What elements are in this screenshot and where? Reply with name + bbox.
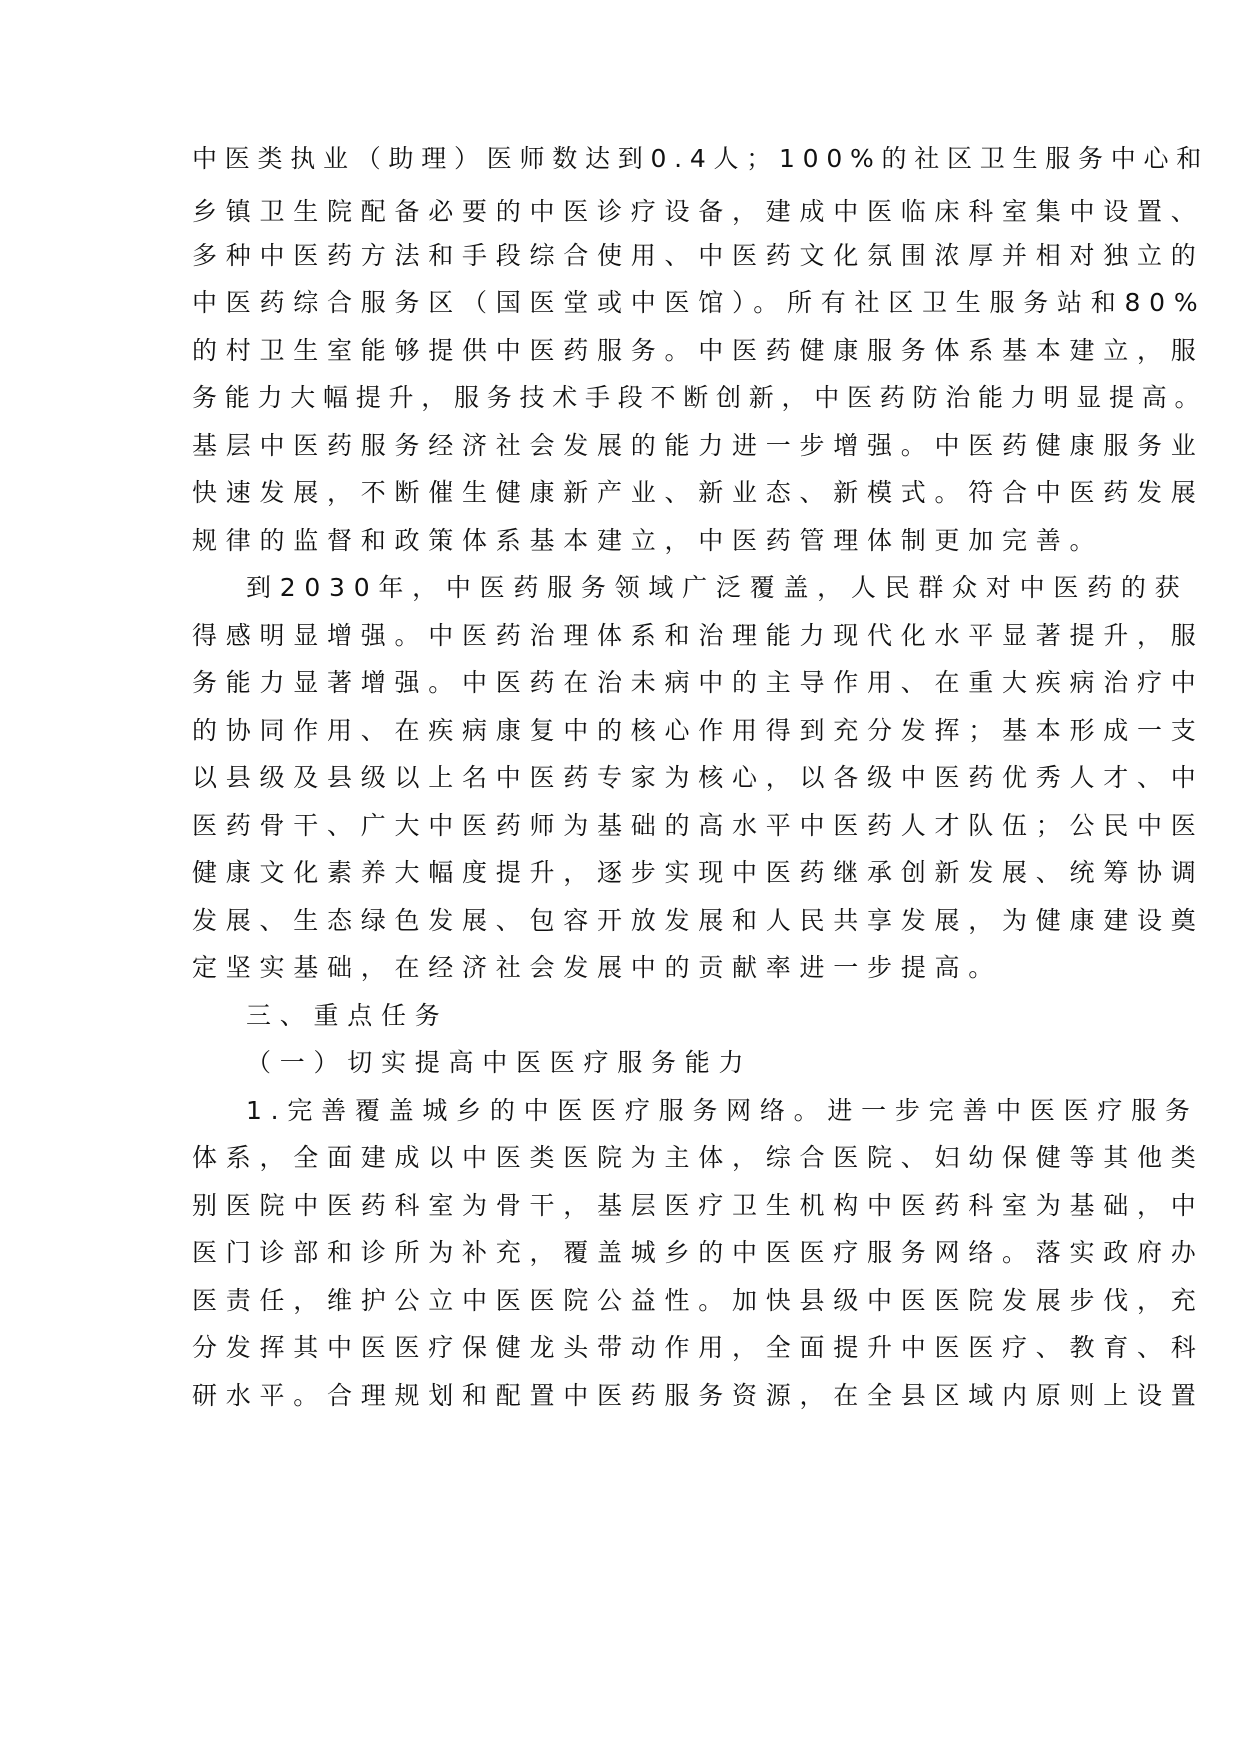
- body-line: 务能力显著增强。中医药在治未病中的主导作用、在重大疾病治疗中: [192, 668, 1205, 697]
- body-line: 规律的监督和政策体系基本建立，中医药管理体制更加完善。: [192, 526, 1104, 555]
- body-line: 体系，全面建成以中医类医院为主体，综合医院、妇幼保健等其他类: [192, 1143, 1205, 1172]
- body-line: 务能力大幅提升，服务技术手段不断创新，中医药防治能力明显提高。: [192, 383, 1208, 412]
- body-line: 快速发展，不断催生健康新产业、新业态、新模式。符合中医药发展: [192, 478, 1205, 507]
- body-line: 医门诊部和诊所为补充，覆盖城乡的中医医疗服务网络。落实政府办: [192, 1238, 1205, 1267]
- body-line: 分发挥其中医医疗保健龙头带动作用，全面提升中医医疗、教育、科: [192, 1333, 1205, 1362]
- body-line: 乡镇卫生院配备必要的中医诊疗设备，建成中医临床科室集中设置、: [192, 197, 1205, 226]
- body-line: 的协同作用、在疾病康复中的核心作用得到充分发挥；基本形成一支: [192, 716, 1205, 745]
- paragraph-first-line: 到2030年，中医药服务领域广泛覆盖，人民群众对中医药的获: [246, 573, 1189, 602]
- body-line: 医责任，维护公立中医医院公益性。加快县级中医医院发展步伐，充: [192, 1286, 1205, 1315]
- body-line: 中医类执业（助理）医师数达到0.4人；100%的社区卫生服务中心和: [192, 144, 1209, 173]
- body-line: 多种中医药方法和手段综合使用、中医药文化氛围浓厚并相对独立的: [192, 241, 1205, 270]
- body-line: 基层中医药服务经济社会发展的能力进一步增强。中医药健康服务业: [192, 431, 1205, 460]
- body-line: 定坚实基础，在经济社会发展中的贡献率进一步提高。: [192, 953, 1003, 982]
- subsection-heading: （一）切实提高中医医疗服务能力: [246, 1048, 753, 1077]
- body-line: 健康文化素养大幅度提升，逐步实现中医药继承创新发展、统筹协调: [192, 858, 1205, 887]
- body-line: 发展、生态绿色发展、包容开放发展和人民共享发展，为健康建设奠: [192, 906, 1205, 935]
- body-line: 中医药综合服务区（国医堂或中医馆）。所有社区卫生服务站和80%: [192, 288, 1207, 317]
- body-line: 医药骨干、广大中医药师为基础的高水平中医药人才队伍；公民中医: [192, 811, 1205, 840]
- body-line: 别医院中医药科室为骨干，基层医疗卫生机构中医药科室为基础，中: [192, 1191, 1205, 1220]
- body-line: 以县级及县级以上名中医药专家为核心，以各级中医药优秀人才、中: [192, 763, 1205, 792]
- body-line: 的村卫生室能够提供中医药服务。中医药健康服务体系基本建立，服: [192, 336, 1205, 365]
- section-heading: 三、重点任务: [246, 1001, 449, 1030]
- body-line: 得感明显增强。中医药治理体系和治理能力现代化水平显著提升，服: [192, 621, 1205, 650]
- body-line: 研水平。合理规划和配置中医药服务资源，在全县区域内原则上设置: [192, 1381, 1205, 1410]
- paragraph-first-line: 1.完善覆盖城乡的中医医疗服务网络。进一步完善中医医疗服务: [246, 1096, 1199, 1125]
